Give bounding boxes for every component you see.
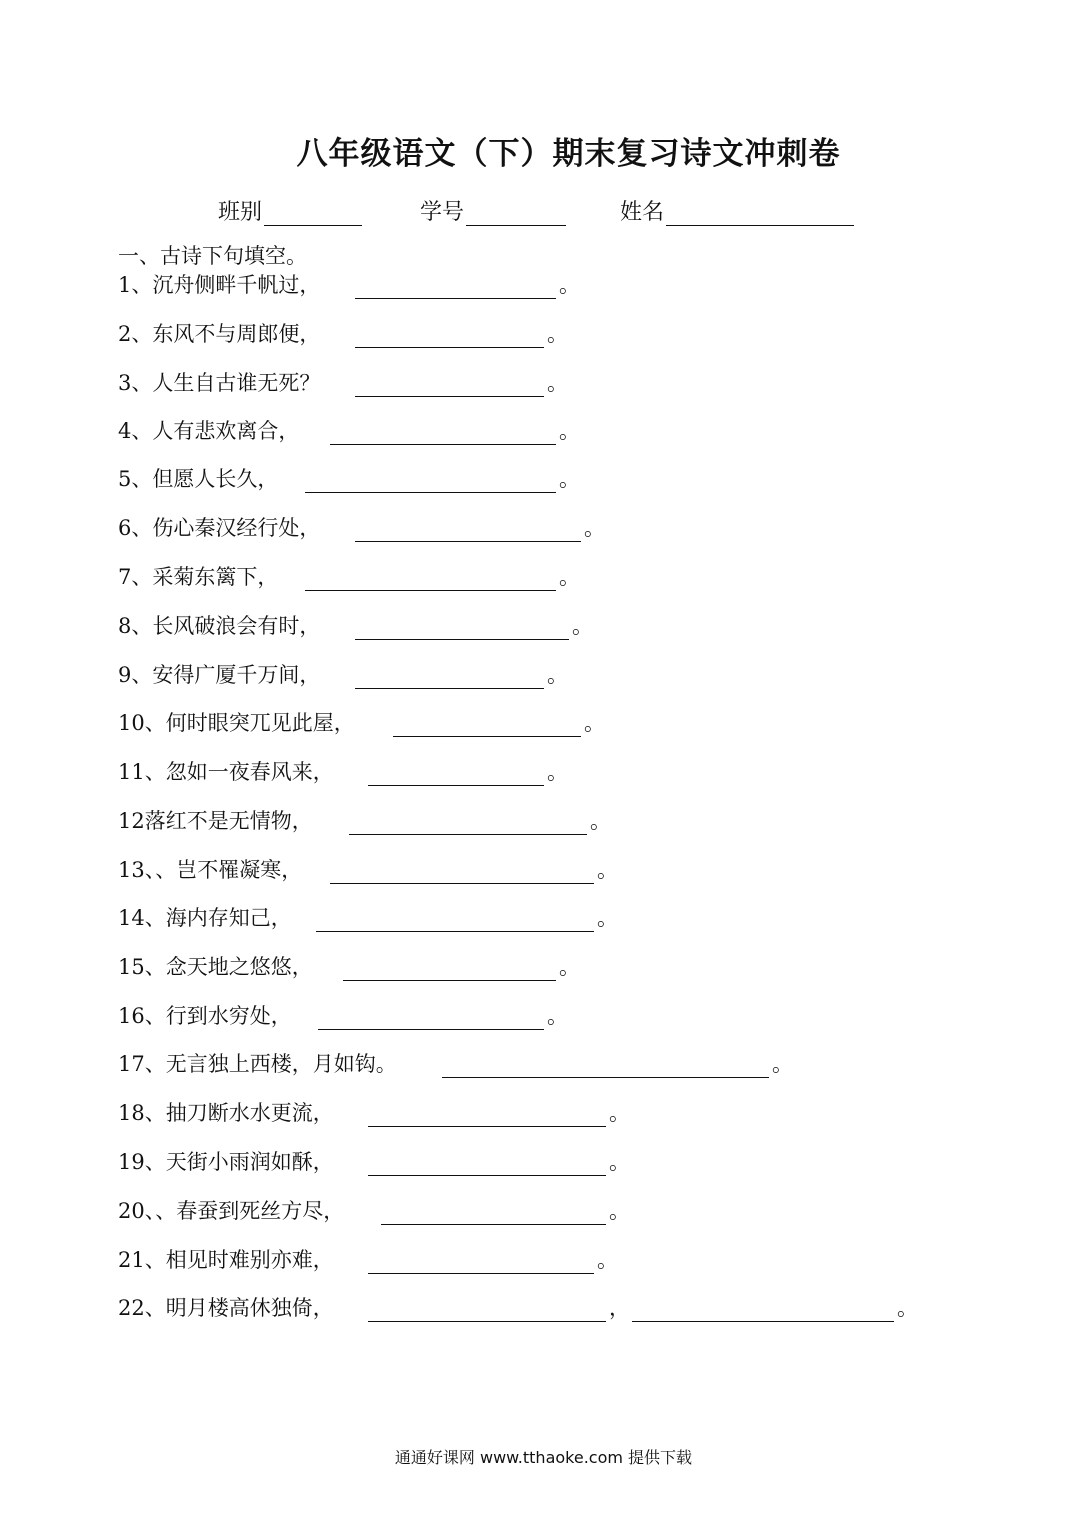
question-prompt: 12落红不是无情物， [118,809,313,833]
question-end-punct: 。 [547,1004,568,1028]
question-prompt: 17、无言独上西楼，月如钩。 [118,1052,397,1076]
question-prompt: 6、伤心秦汉经行处， [118,516,321,540]
question-item-8 [118,608,593,640]
question-item-17 [118,1046,793,1078]
question-prompt: 3、人生自古谁无死？ [118,371,321,395]
question-item-5 [118,461,580,493]
question-end-punct: 。 [547,760,568,784]
question-end-punct: 。 [559,565,580,589]
question-prompt: 18、抽刀断水水更流， [118,1101,334,1125]
question-end-punct: 。 [609,1199,630,1223]
answer-blank[interactable] [330,859,594,884]
question-end-punct: 。 [572,614,593,638]
question-item-3 [118,365,568,397]
question-prompt: 5、但愿人长久， [118,467,279,491]
name-field [620,190,854,226]
question-end-punct: 。 [547,371,568,395]
question-end-punct: 。 [584,711,605,735]
question-end-punct: 。 [559,467,580,491]
question-prompt: 19、天街小雨润如酥， [118,1150,334,1174]
answer-blank[interactable] [355,664,544,689]
question-item-6 [118,510,605,542]
answer-blank[interactable] [343,956,556,981]
answer-blank[interactable] [305,566,556,591]
answer-blank[interactable] [355,372,544,397]
question-prompt: 20、、春蚕到死丝方尽， [118,1199,345,1223]
question-end-punct: 。 [597,1248,618,1272]
question-prompt: 13、、岂不罹凝寒， [118,858,303,882]
name-blank[interactable] [666,199,854,226]
answer-blank-second[interactable] [632,1297,894,1322]
class-label: 班别 [218,200,263,225]
answer-blank[interactable] [318,1005,544,1030]
question-prompt: 1、沉舟侧畔千帆过， [118,273,321,297]
question-item-7 [118,559,580,591]
question-prompt: 7、采菊东篱下， [118,565,279,589]
number-blank[interactable] [466,199,566,226]
question-prompt: 11、忽如一夜春风来， [118,760,334,784]
answer-blank[interactable] [393,712,581,737]
question-prompt: 15、念天地之悠悠， [118,955,313,979]
question-item-22 [118,1290,918,1322]
question-item-9 [118,657,568,689]
question-item-20 [118,1193,630,1225]
question-prompt: 2、东风不与周郎便， [118,322,321,346]
answer-blank[interactable] [305,468,556,493]
answer-blank[interactable] [355,517,581,542]
question-item-10 [118,705,605,737]
number-field [420,190,566,226]
question-item-18 [118,1095,630,1127]
question-end-punct: 。 [897,1296,918,1320]
answer-blank[interactable] [355,615,569,640]
question-prompt: 14、海内存知己， [118,906,292,930]
question-item-12 [118,803,611,835]
answer-blank[interactable] [368,1249,594,1274]
question-end-punct: 。 [609,1101,630,1125]
answer-blank[interactable] [368,1102,606,1127]
answer-blank[interactable] [442,1053,769,1078]
question-item-2 [118,316,568,348]
question-end-punct: 。 [547,322,568,346]
answer-blank[interactable] [330,420,556,445]
question-prompt: 16、行到水穷处， [118,1004,292,1028]
answer-blank[interactable] [355,274,556,299]
question-prompt: 21、相见时难别亦难， [118,1248,334,1272]
question-prompt: 9、安得广厦千万间， [118,663,321,687]
answer-blank[interactable] [381,1200,606,1225]
question-prompt: 4、人有悲欢离合， [118,419,300,443]
name-label: 姓名 [620,200,665,225]
question-prompt: 8、长风破浪会有时， [118,614,321,638]
page-title: 八年级语文（下）期末复习诗文冲刺卷 [296,136,841,172]
class-blank[interactable] [264,199,362,226]
answer-blank[interactable] [316,907,594,932]
question-end-punct: 。 [547,663,568,687]
question-item-11 [118,754,568,786]
question-end-punct: 。 [559,955,580,979]
answer-blank[interactable] [368,1297,606,1322]
question-end-punct: 。 [597,858,618,882]
question-item-14 [118,900,618,932]
question-end-punct: 。 [609,1150,630,1174]
question-item-1 [118,267,580,299]
section-title: 一、古诗下句填空。 [118,244,307,268]
question-item-4 [118,413,580,445]
question-end-punct: 。 [584,516,605,540]
answer-blank[interactable] [349,810,587,835]
question-end-punct: 。 [559,273,580,297]
question-end-punct: 。 [597,906,618,930]
question-end-punct: 。 [590,809,611,833]
question-prompt: 10、何时眼突兀见此屋， [118,711,355,735]
footer-text: 通通好课网 www.tthaoke.com 提供下载 [394,1448,693,1467]
question-item-15 [118,949,580,981]
answer-blank[interactable] [368,761,544,786]
question-item-13 [118,852,618,884]
number-label: 学号 [420,200,465,225]
answer-blank[interactable] [355,323,544,348]
answer-blank[interactable] [368,1151,606,1176]
question-end-punct: 。 [772,1052,793,1076]
question-item-16 [118,998,568,1030]
question-item-21 [118,1242,618,1274]
question-item-19 [118,1144,630,1176]
question-mid-punct: ， [609,1296,630,1320]
question-end-punct: 。 [559,419,580,443]
question-prompt: 22、明月楼高休独倚， [118,1296,334,1320]
class-field [218,190,362,226]
